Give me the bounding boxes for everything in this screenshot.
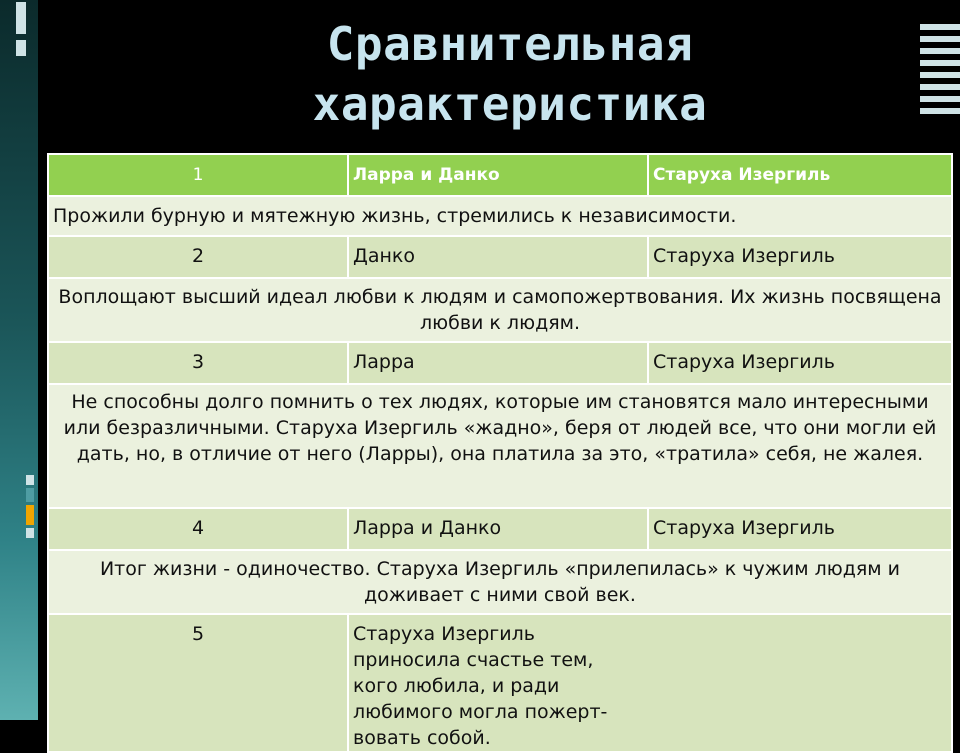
header-cell-larra-danko: Ларра и Данко: [348, 154, 648, 196]
top-right-stripes-icon: [920, 24, 960, 114]
table-cell: Старуха Изергиль приносила счастье тем, кого любила, и ради любимого могла пожерт-вовать собой.: [348, 614, 952, 752]
slide-title: [200, 14, 820, 134]
table-cell-span: Не способны долго помнить о тех людях, которые им становятся мало интересными или безразличными. Старуха Изергиль «жадно», беря от людей все, что они могли ей дать, но, в отличие от него (Ларры), она платила за это, «тратила» себя, не жалея.: [48, 384, 952, 508]
left-gradient-strip: [0, 0, 38, 720]
table-cell: Данко: [348, 236, 648, 278]
table-row: [48, 550, 952, 614]
table-row: [48, 278, 952, 342]
table-cell-span: Прожили бурную и мятежную жизнь, стремились к независимости.: [48, 196, 952, 236]
table-row: [48, 196, 952, 236]
table-cell-number: 4: [48, 508, 348, 550]
header-cell-izergil: Старуха Изергиль: [648, 154, 952, 196]
title-line-1: Сравнительная: [326, 17, 694, 71]
table-row: [48, 614, 952, 752]
table-row: [48, 342, 952, 384]
table-cell-number: 5: [48, 614, 348, 752]
comparison-table: [47, 153, 951, 749]
table-cell: Старуха Изергиль: [648, 508, 952, 550]
table-cell-span: Воплощают высший идеал любви к людям и самопожертвования. Их жизнь посвящена любви к людям.: [48, 278, 952, 342]
table-cell: Старуха Изергиль: [648, 236, 952, 278]
table-row: [48, 508, 952, 550]
table-header-row: [48, 154, 952, 196]
table-cell-number: 2: [48, 236, 348, 278]
table-cell-number: 3: [48, 342, 348, 384]
table-cell: Ларра и Данко: [348, 508, 648, 550]
title-line-2: характеристика: [312, 77, 708, 131]
table-cell: Старуха Изергиль: [648, 342, 952, 384]
header-cell-number: 1: [48, 154, 348, 196]
table-cell-span: Итог жизни - одиночество. Старуха Изергиль «прилепилась» к чужим людям и доживает с ними свой век.: [48, 550, 952, 614]
table-row: [48, 236, 952, 278]
table-cell: Ларра: [348, 342, 648, 384]
table-row: [48, 384, 952, 508]
